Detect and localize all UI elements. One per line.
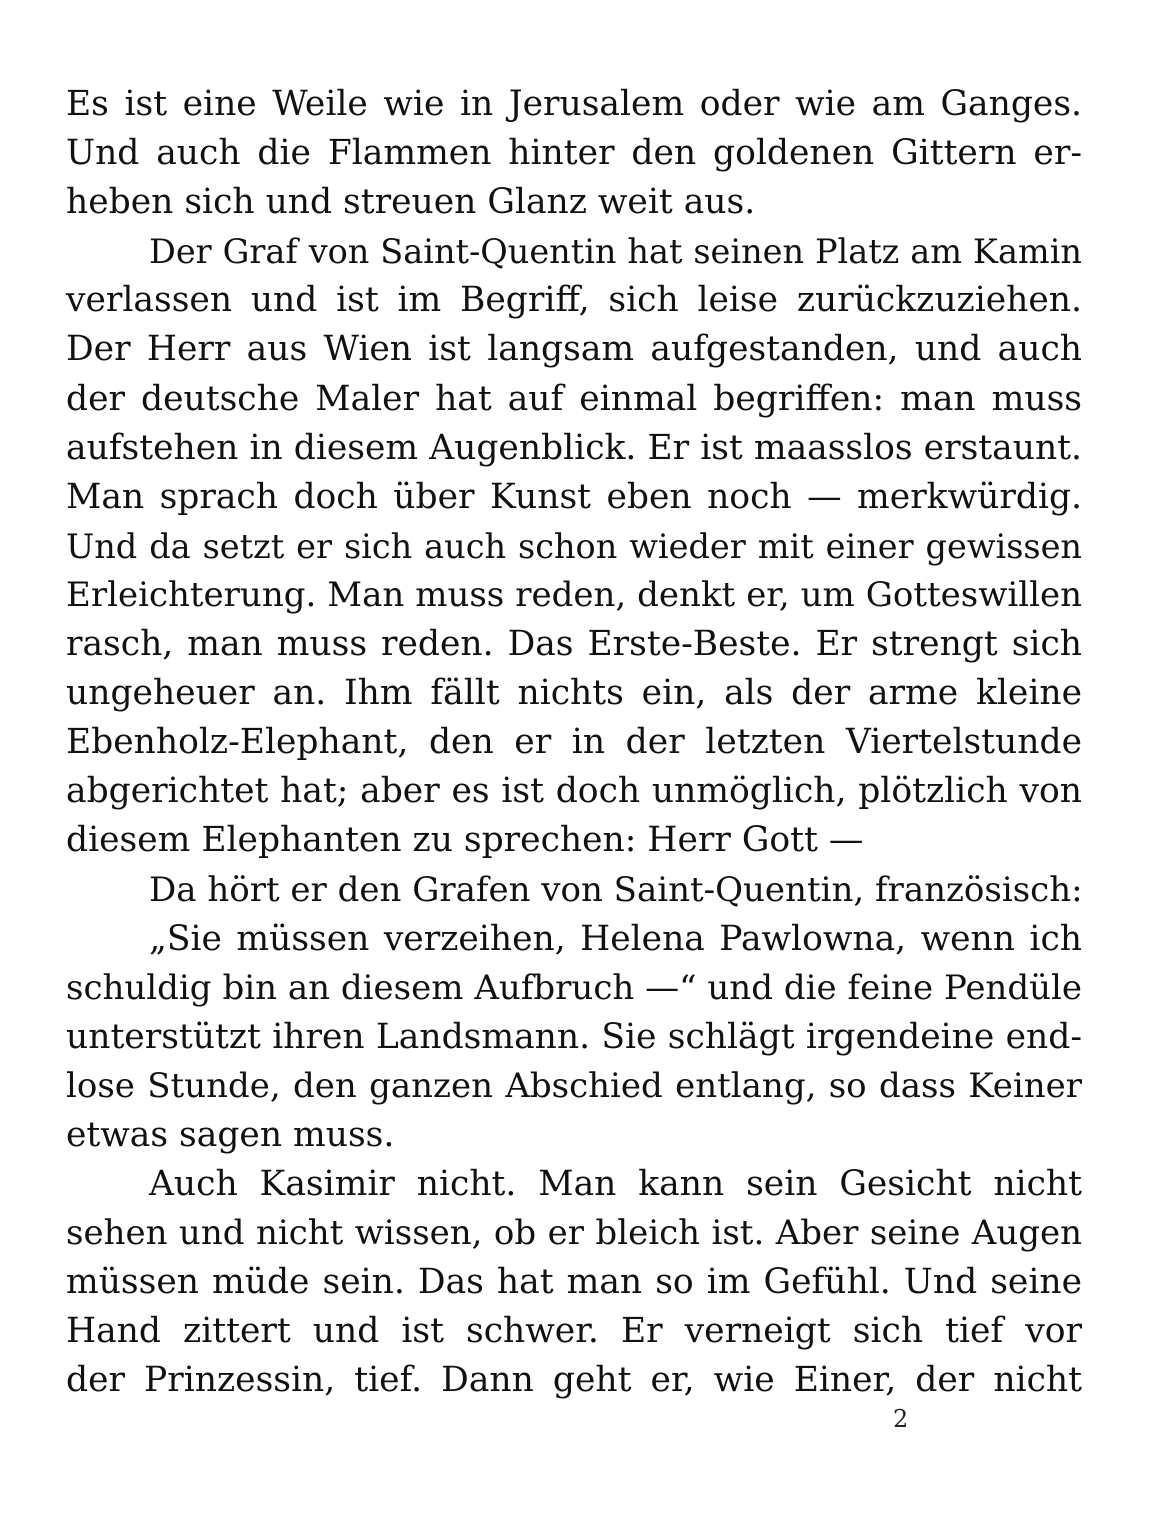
page-number: 2 xyxy=(893,1405,909,1433)
text-line: sehen und nicht wissen, ob er bleich ist. Aber seine Augen xyxy=(66,1213,1082,1254)
text-line: diesem Elephanten zu sprechen: Herr Gott — xyxy=(66,820,864,861)
text-line: „Sie müssen verzeihen, Helena Pawlowna, wenn ich xyxy=(149,918,1082,959)
text-line: Erleichterung. Man muss reden, denkt er, um Gotteswillen xyxy=(66,574,1082,615)
text-line: Da hört er den Grafen von Saint-Quentin, französisch: xyxy=(149,869,1083,910)
text-line: aufstehen in diesem Augenblick. Er ist maasslos erstaunt. xyxy=(66,427,1082,468)
text-line: unterstützt ihren Landsmann. Sie schlägt irgendeine end- xyxy=(66,1016,1082,1057)
text-line: müssen müde sein. Das hat man so im Gefühl. Und seine xyxy=(66,1262,1082,1303)
body-text xyxy=(66,80,1082,1406)
text-line: der Prinzessin, tief. Dann geht er, wie Einer, der nicht xyxy=(66,1360,1082,1401)
text-line: Hand zittert und ist schwer. Er verneigt sich tief vor xyxy=(66,1311,1082,1352)
text-line: Der Graf von Saint-Quentin hat seinen Platz am Kamin xyxy=(149,232,1082,272)
text-line: lose Stunde, den ganzen Abschied entlang, so dass Keiner xyxy=(66,1065,1082,1106)
text-line: rasch, man muss reden. Das Erste-Beste. Er strengt sich xyxy=(66,624,1082,665)
text-line: Der Herr aus Wien ist langsam aufgestanden, und auch xyxy=(66,329,1082,370)
text-line: Es ist eine Weile wie in Jerusalem oder wie am Ganges. xyxy=(66,84,1082,124)
text-line: abgerichtet hat; aber es ist doch unmöglich, plötzlich von xyxy=(66,771,1082,812)
text-line: verlassen und ist im Begriff, sich leise zurückzuziehen. xyxy=(66,280,1082,321)
text-line: der deutsche Maler hat auf einmal begriffen: man muss xyxy=(66,378,1082,419)
text-line: heben sich und streuen Glanz weit aus. xyxy=(66,182,756,223)
text-line: Und da setzt er sich auch schon wieder mit einer gewissen xyxy=(66,526,1082,566)
text-line: schuldig bin an diesem Aufbruch —“ und die feine Pendüle xyxy=(66,967,1082,1008)
text-line: Auch Kasimir nicht. Man kann sein Gesicht nicht xyxy=(149,1164,1082,1205)
text-line: Ebenholz-Elephant, den er in der letzten Viertelstunde xyxy=(66,722,1082,763)
text-line: ungeheuer an. Ihm fällt nichts ein, als der arme kleine xyxy=(66,673,1082,714)
text-line: Und auch die Flammen hinter den goldenen Gittern er- xyxy=(66,133,1082,174)
text-line: Man sprach doch über Kunst eben noch — merkwürdig. xyxy=(66,476,1082,517)
text-line: etwas sagen muss. xyxy=(66,1114,395,1155)
